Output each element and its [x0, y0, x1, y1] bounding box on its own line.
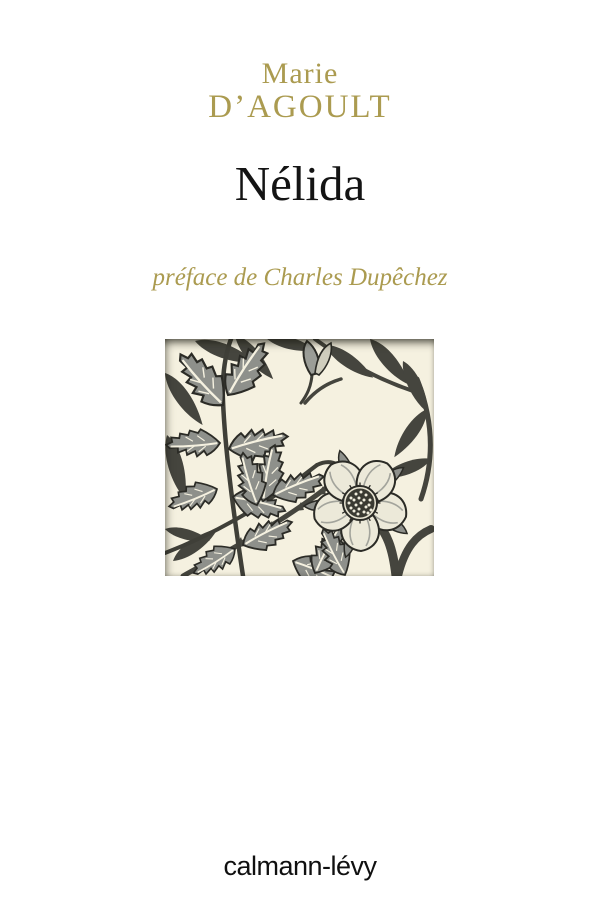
preface-credit: préface de Charles Dupêchez [152, 264, 448, 291]
cover-illustration [165, 339, 434, 576]
floral-illustration [165, 339, 434, 576]
publisher-logo: calmann-lévy [223, 851, 377, 881]
author-name [0, 58, 600, 125]
book-title: Nélida [234, 156, 366, 211]
author-first-name: Marie [261, 57, 339, 90]
author-last-name: D’AGOULT [208, 89, 392, 125]
